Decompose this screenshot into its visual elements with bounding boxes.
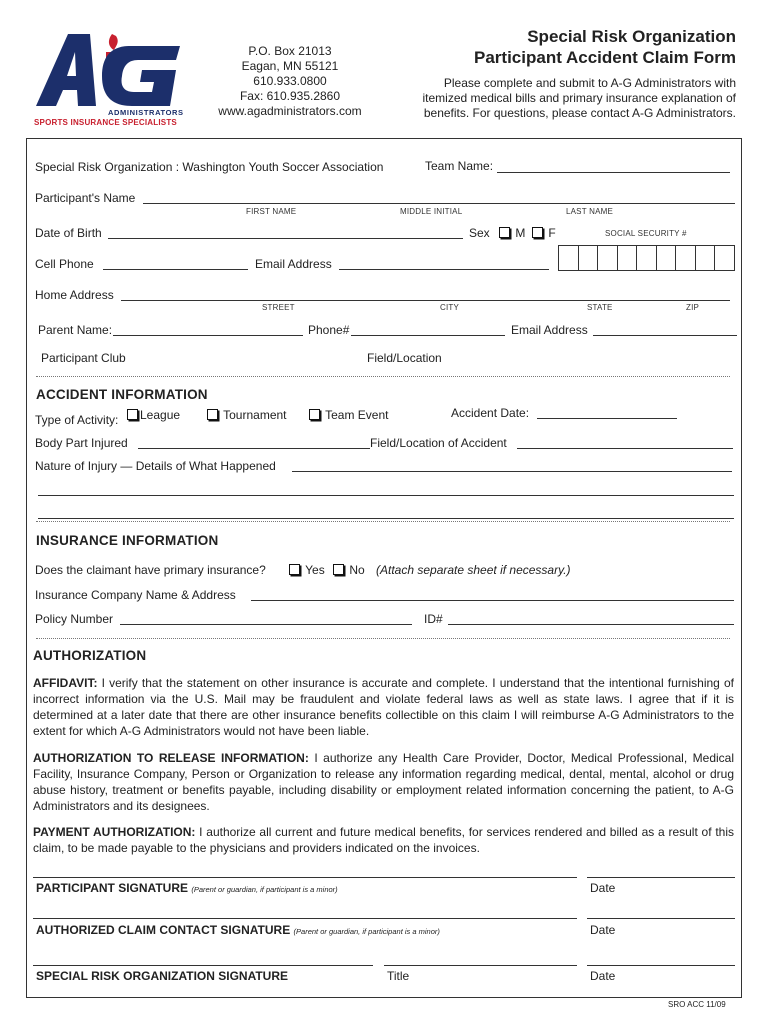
address-block	[200, 44, 380, 119]
title-line[interactable]	[384, 965, 577, 966]
nature-of-injury-label: Nature of Injury — Details of What Happened	[35, 459, 276, 473]
email-field[interactable]	[339, 269, 549, 270]
nature-of-injury-field[interactable]	[292, 471, 732, 472]
claim-contact-title: AUTHORIZED CLAIM CONTACT SIGNATURE	[36, 923, 291, 937]
sex-f-checkbox[interactable]	[532, 227, 543, 238]
attach-note: (Attach separate sheet if necessary.)	[376, 563, 571, 577]
release-paragraph	[33, 750, 734, 814]
participant-name-field[interactable]	[143, 203, 735, 204]
id-label: ID#	[424, 612, 443, 626]
tournament-label: Tournament	[223, 408, 287, 422]
parent-email-field[interactable]	[593, 335, 737, 336]
claim-contact-date-line[interactable]	[587, 918, 735, 919]
city-caption: CITY	[440, 303, 460, 312]
insurance-company-label: Insurance Company Name & Address	[35, 588, 236, 602]
title-line-2: Participant Accident Claim Form	[474, 48, 736, 67]
ag-logo-mark-icon	[30, 28, 190, 110]
sex-m-label: M	[515, 226, 526, 240]
activity-type-label: Type of Activity:	[35, 413, 119, 427]
policy-number-label: Policy Number	[35, 612, 114, 626]
insurance-yes-option[interactable]	[289, 563, 325, 577]
participant-date-line[interactable]	[587, 877, 735, 878]
participant-date-label: Date	[590, 881, 616, 895]
po-box: P.O. Box 21013	[248, 44, 332, 58]
team-event-checkbox[interactable]	[309, 409, 320, 420]
website[interactable]: www.agadministrators.com	[218, 104, 362, 118]
insurance-company-field[interactable]	[251, 600, 734, 601]
ssn-digit[interactable]	[637, 245, 657, 271]
primary-insurance-question: Does the claimant have primary insurance?	[35, 563, 266, 577]
parent-phone-label: Phone#	[308, 323, 350, 337]
ssn-digit[interactable]	[657, 245, 677, 271]
injury-details-line[interactable]	[38, 495, 734, 496]
participant-signature-title: PARTICIPANT SIGNATURE	[36, 881, 188, 895]
claim-contact-date-label: Date	[590, 923, 616, 937]
first-name-caption: FIRST NAME	[246, 207, 297, 216]
cell-phone-field[interactable]	[103, 269, 248, 270]
sex-m-checkbox[interactable]	[499, 227, 510, 238]
claim-contact-note: (Parent or guardian, if participant is a minor)	[293, 927, 440, 936]
title-line-1: Special Risk Organization	[527, 27, 736, 46]
participant-name-label: Participant's Name	[35, 191, 136, 205]
insurance-yes-checkbox[interactable]	[289, 564, 300, 575]
participant-club-label: Participant Club	[41, 351, 126, 365]
home-address-field[interactable]	[121, 300, 730, 301]
ssn-digit[interactable]	[715, 245, 735, 271]
league-option[interactable]	[127, 408, 180, 422]
form-code: SRO ACC 11/09	[668, 1000, 726, 1009]
accident-date-field[interactable]	[537, 418, 677, 419]
accident-location-field[interactable]	[517, 448, 733, 449]
sro-signature-label: SPECIAL RISK ORGANIZATION SIGNATURE	[36, 969, 289, 983]
parent-phone-field[interactable]	[351, 335, 505, 336]
ssn-digit[interactable]	[696, 245, 716, 271]
field-location-label: Field/Location	[367, 351, 442, 365]
parent-name-field[interactable]	[113, 335, 303, 336]
last-name-caption: LAST NAME	[566, 207, 613, 216]
accident-location-label: Field/Location of Accident	[370, 436, 507, 450]
ssn-caption: SOCIAL SECURITY #	[605, 229, 687, 238]
affidavit-title: AFFIDAVIT:	[33, 676, 98, 690]
home-address-label: Home Address	[35, 288, 114, 302]
parent-email-label: Email Address	[511, 323, 588, 337]
team-event-label: Team Event	[325, 408, 389, 422]
policy-number-field[interactable]	[120, 624, 412, 625]
sro-date-label: Date	[590, 969, 616, 983]
affidavit-paragraph	[33, 675, 734, 739]
dob-label: Date of Birth	[35, 226, 102, 240]
divider	[36, 638, 730, 639]
ssn-digit[interactable]	[598, 245, 618, 271]
phone-number: 610.933.0800	[253, 74, 327, 88]
instructions: Please complete and submit to A-G Administrators with itemized medical bills and primary insurance explanation of benefits. For questions, please contact A-G Administrators.	[422, 76, 736, 120]
ssn-digit[interactable]	[559, 245, 579, 271]
accident-date-label: Accident Date:	[451, 406, 530, 420]
tournament-checkbox[interactable]	[207, 409, 218, 420]
insurance-no-checkbox[interactable]	[333, 564, 344, 575]
sex-f-label: F	[548, 226, 556, 240]
tournament-option[interactable]	[207, 408, 287, 422]
injury-details-line[interactable]	[38, 518, 734, 519]
body-part-field[interactable]	[138, 448, 370, 449]
logo-administrators-text: ADMINISTRATORS	[108, 108, 184, 117]
release-title: AUTHORIZATION TO RELEASE INFORMATION:	[33, 751, 309, 765]
claim-contact-signature-line[interactable]	[33, 918, 577, 919]
dob-field[interactable]	[108, 238, 463, 239]
organization-label: Special Risk Organization : Washington Youth Soccer Association	[35, 160, 384, 174]
sro-date-line[interactable]	[587, 965, 735, 966]
insurance-no-option[interactable]	[333, 563, 365, 577]
street-caption: STREET	[262, 303, 295, 312]
ssn-boxes[interactable]	[558, 245, 735, 271]
accident-heading: ACCIDENT INFORMATION	[36, 387, 208, 402]
email-label: Email Address	[255, 257, 332, 271]
ssn-digit[interactable]	[579, 245, 599, 271]
team-name-label: Team Name:	[425, 159, 494, 173]
parent-name-label: Parent Name:	[38, 323, 113, 337]
cell-phone-label: Cell Phone	[35, 257, 94, 271]
insurance-yes-label: Yes	[305, 563, 325, 577]
ssn-digit[interactable]	[676, 245, 696, 271]
participant-signature-note: (Parent or guardian, if participant is a minor)	[191, 885, 338, 894]
zip-caption: ZIP	[686, 303, 700, 312]
participant-signature-line[interactable]	[33, 877, 577, 878]
league-label: League	[140, 408, 181, 422]
participant-signature-label	[36, 881, 338, 895]
payment-title: PAYMENT AUTHORIZATION:	[33, 825, 196, 839]
fax-number: Fax: 610.935.2860	[239, 89, 341, 103]
sex-m-option[interactable]	[499, 226, 525, 240]
title-label: Title	[387, 969, 410, 983]
payment-paragraph	[33, 824, 734, 856]
sex-f-option[interactable]	[532, 226, 556, 240]
ag-logo	[30, 28, 190, 128]
form-title	[400, 27, 736, 121]
affidavit-text: I verify that the statement on other insurance is accurate and complete. I understand that the intentional furnishing of incorrect information via the U.S. Mail may be fraudulent and violate federal laws as well as state laws. I agree that if it is determined at a later date that there are other insurance benefits collectible on this claim I will reimburse A-G Administrators to the extent for which A-G Administrators would not have been liable.	[33, 676, 734, 738]
team-name-field[interactable]	[497, 172, 730, 173]
sro-signature-line[interactable]	[33, 965, 373, 966]
insurance-heading: INSURANCE INFORMATION	[36, 533, 219, 548]
divider	[36, 376, 730, 377]
league-checkbox[interactable]	[127, 409, 138, 420]
release-text: I authorize any Health Care Provider, Doctor, Medical Professional, Medical Facility, Insurance Company, Person or Organization to release any information regarding medical, dental, mental, alcohol or drug abuse history, treatment or benefits payable, including disability or employment related information concerning the patient, to A-G Administrators and its designees.	[33, 751, 734, 813]
body-part-label: Body Part Injured	[35, 436, 128, 450]
ssn-digit[interactable]	[618, 245, 638, 271]
divider	[36, 521, 730, 522]
payment-text: I authorize all current and future medical benefits, for services rendered and billed as a result of this claim, to be made payable to the physicians and providers indicated on the invoices.	[33, 825, 734, 855]
authorization-heading: AUTHORIZATION	[33, 648, 147, 663]
city-state-zip: Eagan, MN 55121	[241, 59, 339, 73]
state-caption: STATE	[587, 303, 613, 312]
logo-tagline: SPORTS INSURANCE SPECIALISTS	[34, 118, 177, 127]
sex-label: Sex	[469, 226, 490, 240]
id-field[interactable]	[448, 624, 734, 625]
insurance-no-label: No	[349, 563, 365, 577]
team-event-option[interactable]	[309, 408, 389, 422]
claim-contact-signature-label	[36, 923, 440, 937]
middle-initial-caption: MIDDLE INITIAL	[400, 207, 463, 216]
